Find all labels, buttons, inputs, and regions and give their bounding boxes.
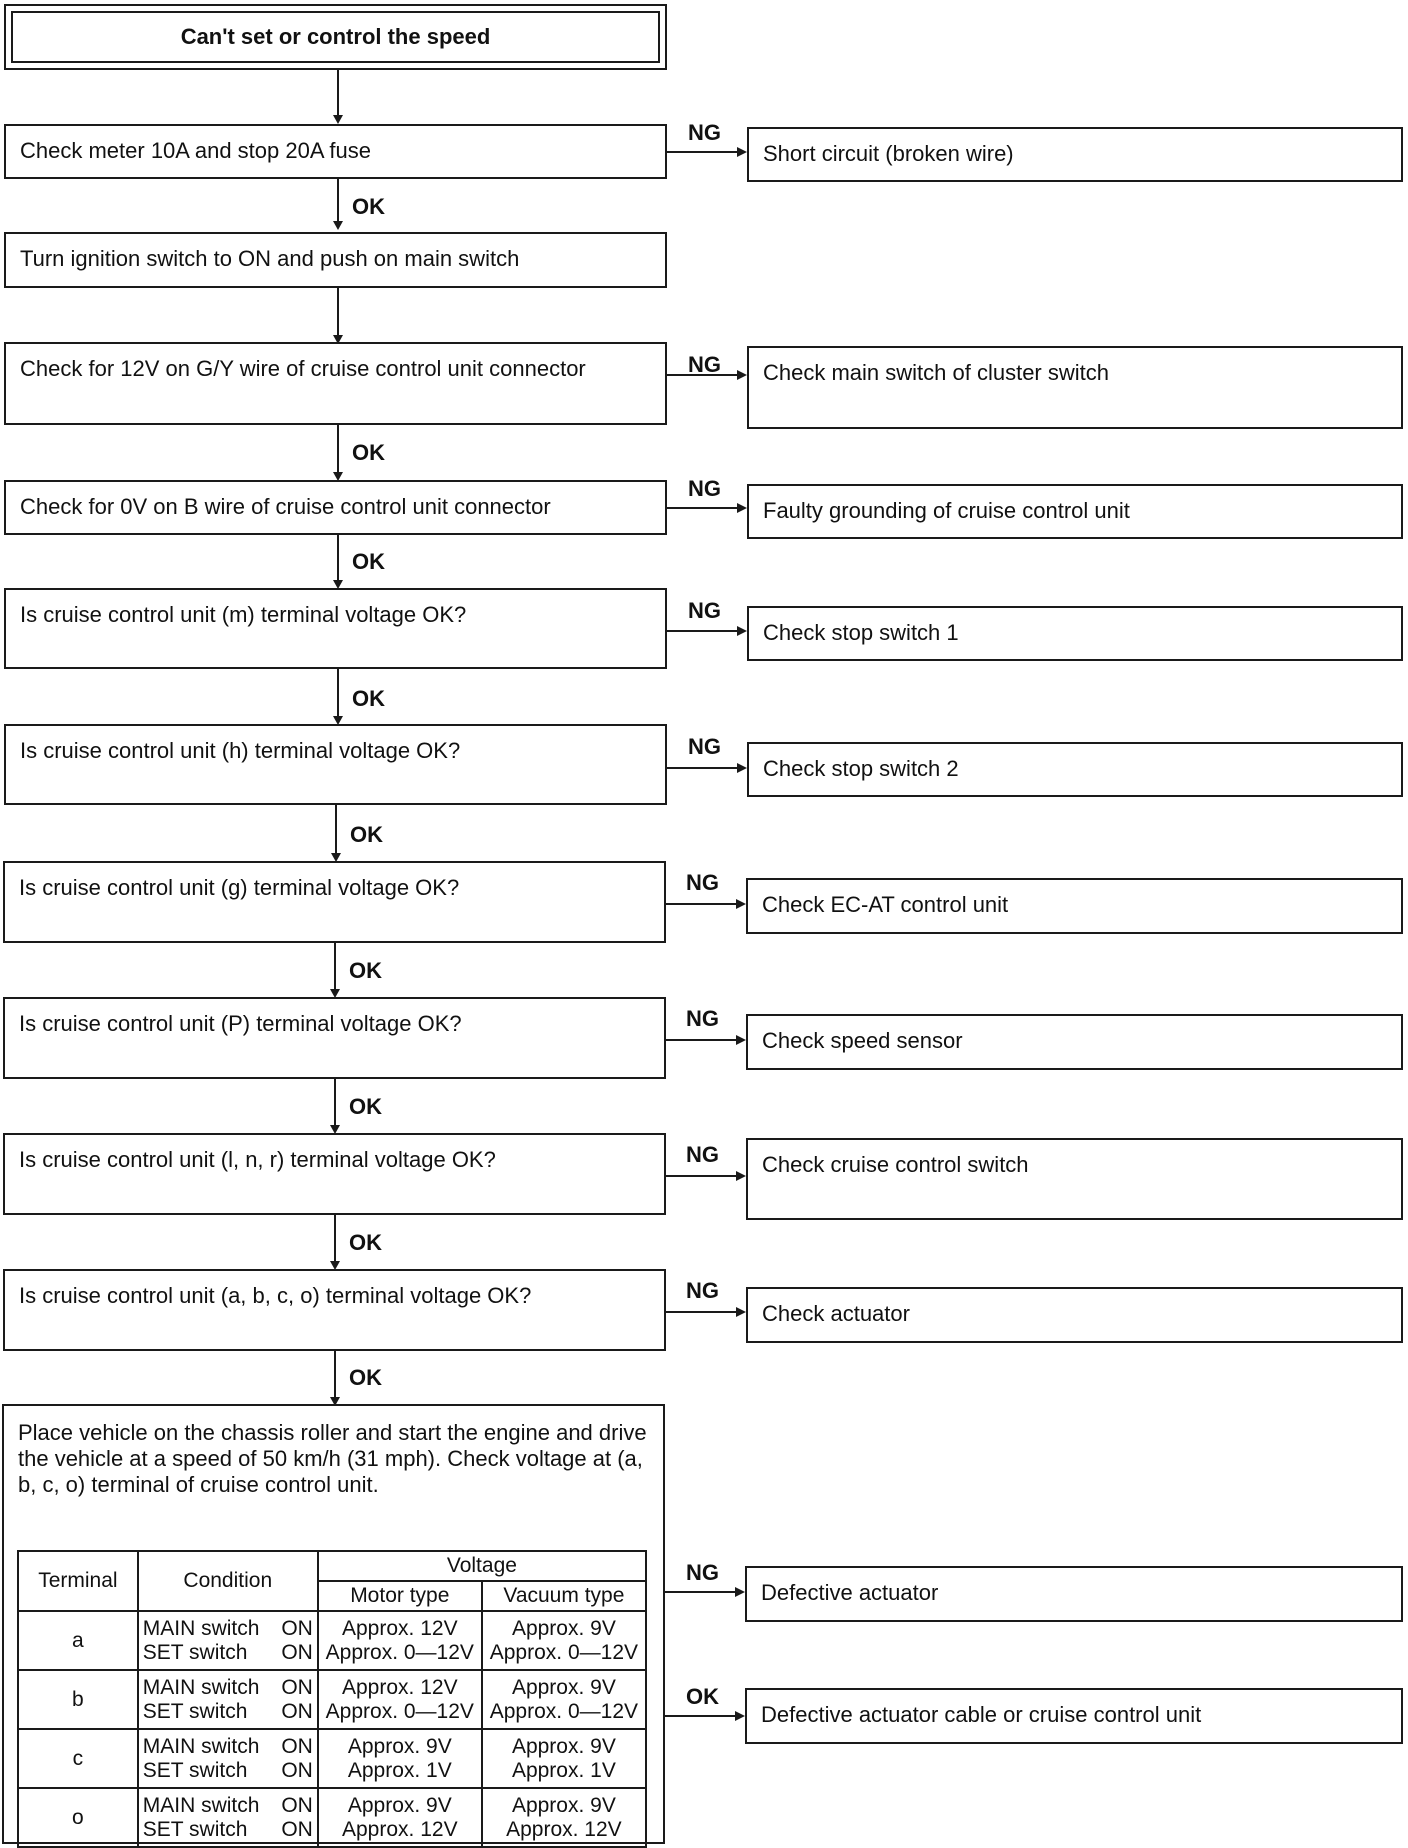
connector <box>334 1215 336 1265</box>
connector <box>667 630 737 632</box>
result-text: Check stop switch 1 <box>763 620 959 645</box>
step-text: Check for 0V on B wire of cruise control unit connector <box>20 494 551 519</box>
result-text: Check actuator <box>762 1301 910 1326</box>
connector <box>337 535 339 583</box>
main-switch-label: MAIN switch <box>142 1734 260 1758</box>
step-text: Is cruise control unit (P) terminal voltage OK? <box>19 1011 462 1036</box>
set-switch-state: ON <box>281 1699 313 1723</box>
result-text: Check cruise control switch <box>762 1152 1029 1177</box>
vacuum-set-value: Approx. 1V <box>511 1758 616 1782</box>
result-text: Faulty grounding of cruise control unit <box>763 498 1130 523</box>
step-text: Is cruise control unit (m) terminal voltage OK? <box>20 602 467 627</box>
motor-set-value: Approx. 0—12V <box>325 1699 474 1723</box>
arrow-down-icon <box>333 115 343 124</box>
arrow-right-icon <box>737 147 747 157</box>
motor-voltage-cell <box>318 1729 482 1788</box>
ok-label: OK <box>352 686 385 711</box>
step-box <box>4 342 667 425</box>
table-row <box>18 1788 646 1847</box>
vacuum-main-value: Approx. 9V <box>511 1734 616 1758</box>
step-box <box>3 861 666 943</box>
ng-label: NG <box>688 352 721 377</box>
result-box <box>746 1138 1403 1220</box>
vacuum-set-value: Approx. 12V <box>506 1817 622 1841</box>
connector <box>337 179 339 224</box>
main-switch-state: ON <box>281 1734 313 1758</box>
connector <box>665 1715 735 1717</box>
step-text: Is cruise control unit (h) terminal voltage OK? <box>20 738 461 763</box>
ng-label: NG <box>686 1278 719 1303</box>
step-box <box>4 124 667 179</box>
connector <box>335 805 337 857</box>
connector <box>665 1591 735 1593</box>
connector <box>337 669 339 719</box>
connector <box>334 1351 336 1401</box>
set-switch-label: SET switch <box>142 1758 248 1782</box>
result-box <box>745 1688 1403 1744</box>
step-box <box>4 724 667 805</box>
connector <box>667 767 737 769</box>
flowchart-title: Can't set or control the speed <box>11 11 660 63</box>
title-box <box>4 4 667 70</box>
connector <box>666 1039 736 1041</box>
connector <box>667 151 737 153</box>
ok-label: OK <box>349 958 382 983</box>
header-condition: Condition <box>138 1551 318 1611</box>
set-switch-label: SET switch <box>142 1699 248 1723</box>
set-switch-state: ON <box>281 1640 313 1664</box>
arrow-down-icon <box>333 221 343 230</box>
voltage-table <box>17 1550 647 1848</box>
result-text: Check main switch of cluster switch <box>763 360 1109 385</box>
ng-label: NG <box>686 1560 719 1585</box>
result-box <box>746 878 1403 934</box>
ok-label: OK <box>349 1094 382 1119</box>
terminal-cell: b <box>18 1670 138 1729</box>
connector <box>337 425 339 475</box>
connector <box>666 903 736 905</box>
terminal-cell: o <box>18 1788 138 1847</box>
step-box <box>3 1133 666 1215</box>
arrow-right-icon <box>736 1307 746 1317</box>
condition-cell <box>138 1670 318 1729</box>
step-text: Check for 12V on G/Y wire of cruise control unit connector <box>20 356 586 381</box>
result-box <box>746 1014 1403 1070</box>
ng-label: NG <box>688 476 721 501</box>
header-voltage: Voltage <box>318 1551 646 1581</box>
vacuum-set-value: Approx. 0—12V <box>489 1640 639 1664</box>
result-box <box>747 484 1403 539</box>
table-row <box>18 1670 646 1729</box>
arrow-right-icon <box>737 763 747 773</box>
vacuum-voltage-cell <box>482 1611 646 1670</box>
step-text: Check meter 10A and stop 20A fuse <box>20 138 372 163</box>
ng-label: NG <box>688 598 721 623</box>
arrow-right-icon <box>737 370 747 380</box>
main-switch-label: MAIN switch <box>142 1675 260 1699</box>
final-step-text: Place vehicle on the chassis roller and start the engine and drive the vehicle at a speed of 50 km/h (31 mph). Check voltage at (a, b, c, o) terminal of cruise control unit. <box>18 1420 647 1497</box>
vacuum-main-value: Approx. 9V <box>511 1793 616 1817</box>
main-switch-state: ON <box>281 1616 313 1640</box>
result-box <box>745 1566 1403 1622</box>
result-text: Check EC-AT control unit <box>762 892 1009 917</box>
ok-label: OK <box>349 1365 382 1390</box>
result-box <box>747 742 1403 797</box>
result-box <box>747 127 1403 182</box>
condition-cell <box>138 1729 318 1788</box>
connector <box>334 943 336 993</box>
result-box <box>747 346 1403 429</box>
ok-label: OK <box>349 1230 382 1255</box>
motor-set-value: Approx. 12V <box>342 1817 458 1841</box>
ng-label: NG <box>686 1142 719 1167</box>
header-motor-type: Motor type <box>318 1581 482 1611</box>
main-switch-state: ON <box>281 1793 313 1817</box>
connector <box>666 1311 736 1313</box>
ok-label: OK <box>352 440 385 465</box>
motor-main-value: Approx. 12V <box>342 1675 458 1699</box>
motor-main-value: Approx. 12V <box>342 1616 458 1640</box>
connector <box>337 70 339 118</box>
main-switch-label: MAIN switch <box>142 1793 260 1817</box>
arrow-right-icon <box>736 899 746 909</box>
connector <box>334 1079 336 1129</box>
vacuum-voltage-cell <box>482 1670 646 1729</box>
connector <box>337 288 339 338</box>
step-box <box>4 588 667 669</box>
result-text: Defective actuator cable or cruise control unit <box>761 1702 1202 1727</box>
result-text: Check speed sensor <box>762 1028 963 1053</box>
result-box <box>747 606 1403 661</box>
vacuum-main-value: Approx. 9V <box>511 1616 616 1640</box>
motor-set-value: Approx. 0—12V <box>325 1640 474 1664</box>
vacuum-set-value: Approx. 0—12V <box>489 1699 639 1723</box>
ok-label: OK <box>352 194 385 219</box>
main-switch-state: ON <box>281 1675 313 1699</box>
motor-main-value: Approx. 9V <box>347 1793 452 1817</box>
table-row <box>18 1611 646 1670</box>
motor-main-value: Approx. 9V <box>347 1734 452 1758</box>
ok-label: OK <box>686 1684 719 1709</box>
result-box <box>746 1287 1403 1343</box>
result-text: Check stop switch 2 <box>763 756 959 781</box>
arrow-right-icon <box>737 626 747 636</box>
ng-label: NG <box>686 870 719 895</box>
motor-set-value: Approx. 1V <box>347 1758 452 1782</box>
connector <box>666 1175 736 1177</box>
connector <box>667 507 737 509</box>
terminal-cell: c <box>18 1729 138 1788</box>
arrow-right-icon <box>737 503 747 513</box>
motor-voltage-cell <box>318 1788 482 1847</box>
condition-cell <box>138 1611 318 1670</box>
set-switch-state: ON <box>281 1758 313 1782</box>
step-box <box>3 1269 666 1351</box>
arrow-right-icon <box>736 1171 746 1181</box>
result-text: Short circuit (broken wire) <box>763 141 1014 166</box>
ok-label: OK <box>350 822 383 847</box>
motor-voltage-cell <box>318 1670 482 1729</box>
vacuum-voltage-cell <box>482 1788 646 1847</box>
vacuum-voltage-cell <box>482 1729 646 1788</box>
step-text: Turn ignition switch to ON and push on main switch <box>20 246 520 271</box>
main-switch-label: MAIN switch <box>142 1616 260 1640</box>
step-text: Is cruise control unit (l, n, r) terminal voltage OK? <box>19 1147 496 1172</box>
condition-cell <box>138 1788 318 1847</box>
step-box <box>4 480 667 535</box>
step-box <box>3 997 666 1079</box>
set-switch-label: SET switch <box>142 1817 248 1841</box>
terminal-cell: a <box>18 1611 138 1670</box>
step-text: Is cruise control unit (a, b, c, o) terminal voltage OK? <box>19 1283 532 1308</box>
arrow-right-icon <box>735 1587 745 1597</box>
step-box <box>4 232 667 288</box>
ng-label: NG <box>688 734 721 759</box>
table-row <box>18 1729 646 1788</box>
result-text: Defective actuator <box>761 1580 939 1605</box>
step-text: Is cruise control unit (g) terminal voltage OK? <box>19 875 460 900</box>
motor-voltage-cell <box>318 1611 482 1670</box>
header-vacuum-type: Vacuum type <box>482 1581 646 1611</box>
header-terminal: Terminal <box>18 1551 138 1611</box>
arrow-right-icon <box>736 1035 746 1045</box>
set-switch-state: ON <box>281 1817 313 1841</box>
ng-label: NG <box>686 1006 719 1031</box>
vacuum-main-value: Approx. 9V <box>511 1675 616 1699</box>
set-switch-label: SET switch <box>142 1640 248 1664</box>
ok-label: OK <box>352 549 385 574</box>
arrow-right-icon <box>735 1711 745 1721</box>
ng-label: NG <box>688 120 721 145</box>
